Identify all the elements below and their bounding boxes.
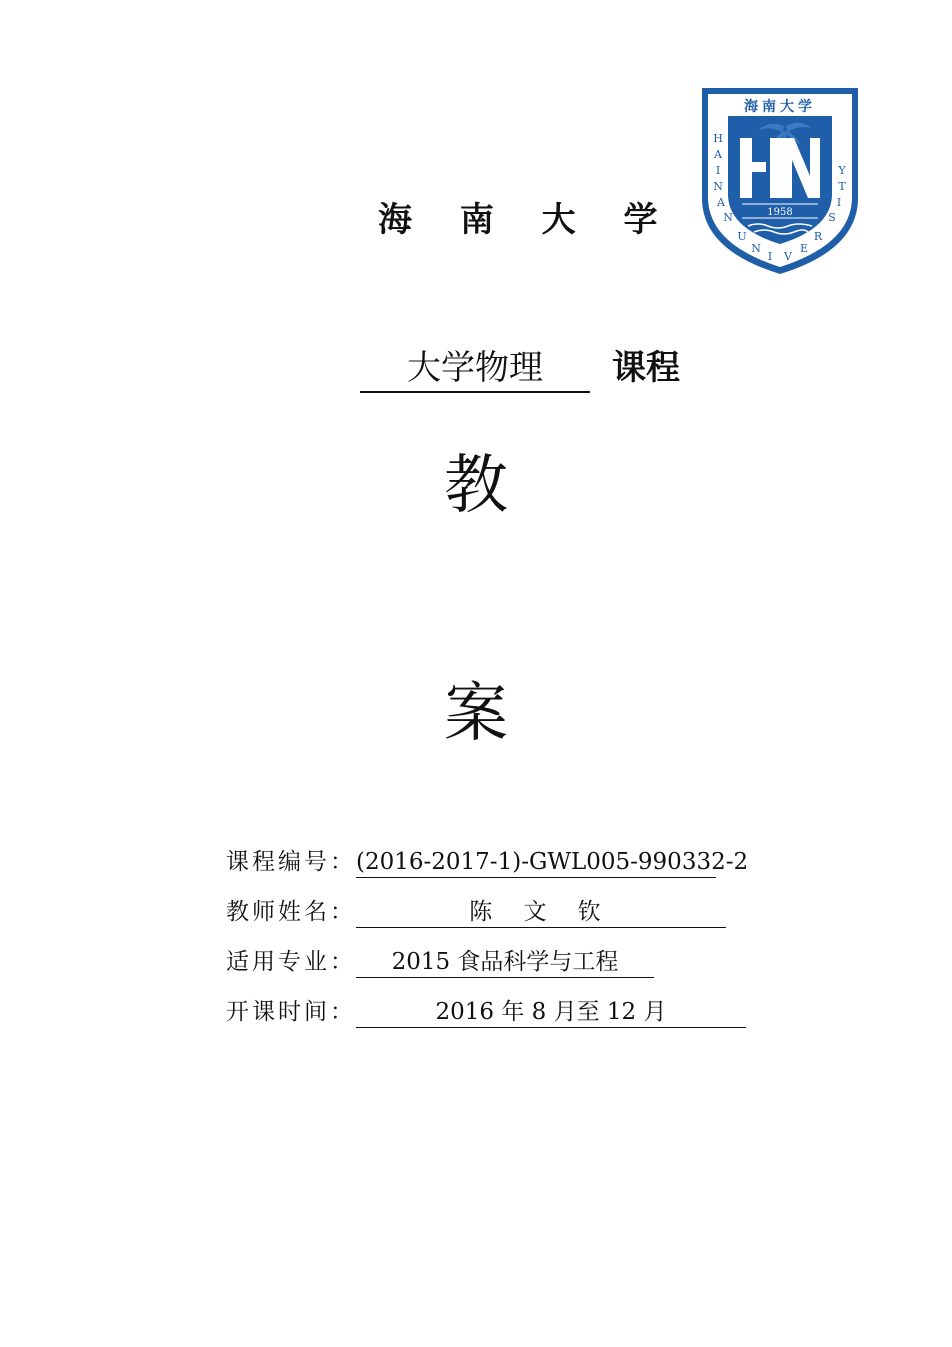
svg-text:A: A [717,196,725,209]
svg-text:R: R [813,230,823,243]
university-name: 海 南 大 学 [378,200,676,240]
svg-text:N: N [713,180,723,193]
teacher-row [226,896,726,928]
svg-text:N: N [723,211,733,224]
major-label: 适用专业： [226,949,356,975]
university-logo [698,80,862,278]
course-code-value: (2016-2017-1)-GWL005-990332-2 [356,847,716,878]
major-row [226,946,654,978]
title-char-1: 教 [444,449,508,523]
svg-text:I: I [715,164,721,177]
svg-text:V: V [784,250,792,263]
course-title-line [360,340,680,393]
teacher-value: 陈 文 钦 [356,897,726,928]
course-code-row [226,846,749,878]
period-label: 开课时间： [226,999,356,1025]
svg-text:E: E [799,242,809,255]
svg-text:T: T [838,180,846,193]
svg-text:I: I [836,196,842,209]
major-value: 2015 食品科学与工程 [356,947,654,978]
course-suffix: 课程 [612,348,680,388]
svg-text:U: U [737,230,747,243]
period-value: 2016 年 8 月至 12 月 [356,997,746,1028]
svg-text:I: I [767,250,773,263]
course-name: 大学物理 [360,340,590,393]
logo-year: 1958 [767,207,793,218]
title-char-2: 案 [444,677,508,751]
period-row [226,996,746,1028]
svg-text:N: N [751,242,761,255]
svg-text:H: H [713,132,723,145]
svg-text:Y: Y [838,164,846,177]
svg-text:S: S [828,211,836,224]
teacher-label: 教师姓名： [226,899,356,925]
course-code-label: 课程编号： [226,849,356,875]
logo-top-text: 海南大学 [744,99,816,115]
svg-text:A: A [714,148,722,161]
